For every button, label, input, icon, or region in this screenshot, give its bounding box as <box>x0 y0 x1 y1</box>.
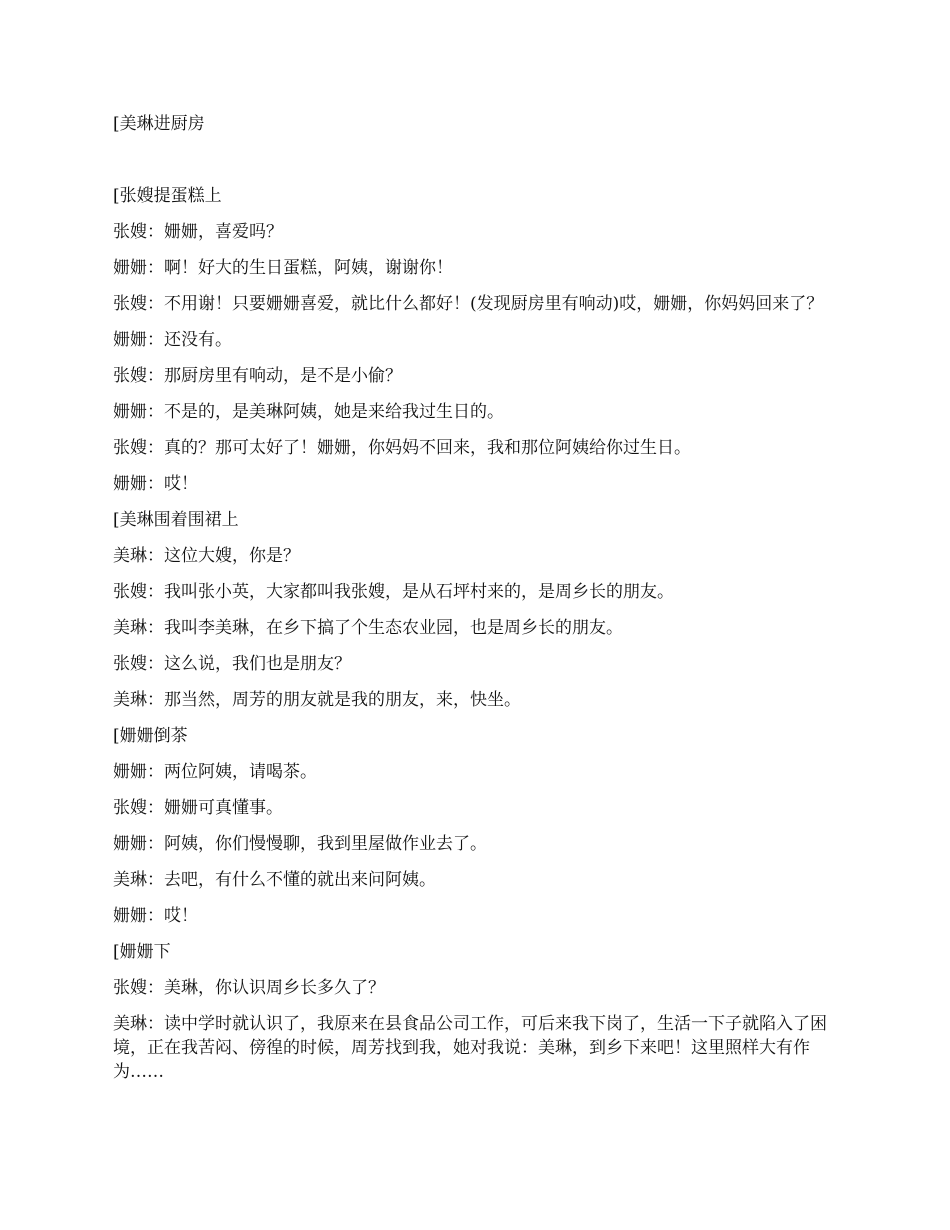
dialogue-line: 美琳：那当然，周芳的朋友就是我的朋友，来，快坐。 <box>113 690 521 710</box>
dialogue-line: 张嫂：姗姗可真懂事。 <box>113 798 283 818</box>
dialogue-line: 美琳：这位大嫂，你是？ <box>113 546 300 566</box>
dialogue-line: 姗姗：还没有。 <box>113 330 232 350</box>
dialogue-line: 美琳：读中学时就认识了，我原来在县食品公司工作，可后来我下岗了，生活一下子就陷入了困境，正在我苦闷、傍徨的时候，周芳找到我，她对我说：美琳，到乡下来吧！这里照样大有作为…… <box>113 1014 827 1082</box>
dialogue-line: 姗姗：不是的，是美琳阿姨，她是来给我过生日的。 <box>113 402 504 422</box>
dialogue-line: 张嫂：那厨房里有响动，是不是小偷？ <box>113 366 402 386</box>
stage-direction: [张嫂提蛋糕上 <box>113 186 222 206</box>
dialogue-line: 姗姗：阿姨，你们慢慢聊，我到里屋做作业去了。 <box>113 834 487 854</box>
dialogue-line: 姗姗：两位阿姨，请喝茶。 <box>113 762 317 782</box>
script-text <box>113 112 843 1096</box>
stage-direction: [姗姗倒茶 <box>113 726 188 746</box>
dialogue-line: 姗姗：啊！好大的生日蛋糕，阿姨，谢谢你！ <box>113 258 453 278</box>
dialogue-line: 美琳：去吧，有什么不懂的就出来问阿姨。 <box>113 870 436 890</box>
dialogue-line: 张嫂：真的？那可太好了！姗姗，你妈妈不回来，我和那位阿姨给你过生日。 <box>113 438 691 458</box>
stage-direction: [美琳进厨房 <box>113 114 205 134</box>
stage-direction: [美琳围着围裙上 <box>113 510 239 530</box>
paragraph-gap <box>113 148 843 184</box>
dialogue-line: 张嫂：这么说，我们也是朋友？ <box>113 654 351 674</box>
dialogue-line: 张嫂：我叫张小英，大家都叫我张嫂，是从石坪村来的，是周乡长的朋友。 <box>113 582 674 602</box>
dialogue-line: 张嫂：不用谢！只要姗姗喜爱，就比什么都好！(发现厨房里有响动)哎，姗姗，你妈妈回来了？ <box>113 294 824 314</box>
stage-direction: [姗姗下 <box>113 942 171 962</box>
dialogue-line: 美琳：我叫李美琳，在乡下搞了个生态农业园，也是周乡长的朋友。 <box>113 618 623 638</box>
dialogue-line: 姗姗：哎！ <box>113 474 198 494</box>
dialogue-line: 张嫂：姗姗，喜爱吗？ <box>113 222 283 242</box>
dialogue-line: 张嫂：美琳，你认识周乡长多久了？ <box>113 978 385 998</box>
dialogue-line: 姗姗：哎！ <box>113 906 198 926</box>
